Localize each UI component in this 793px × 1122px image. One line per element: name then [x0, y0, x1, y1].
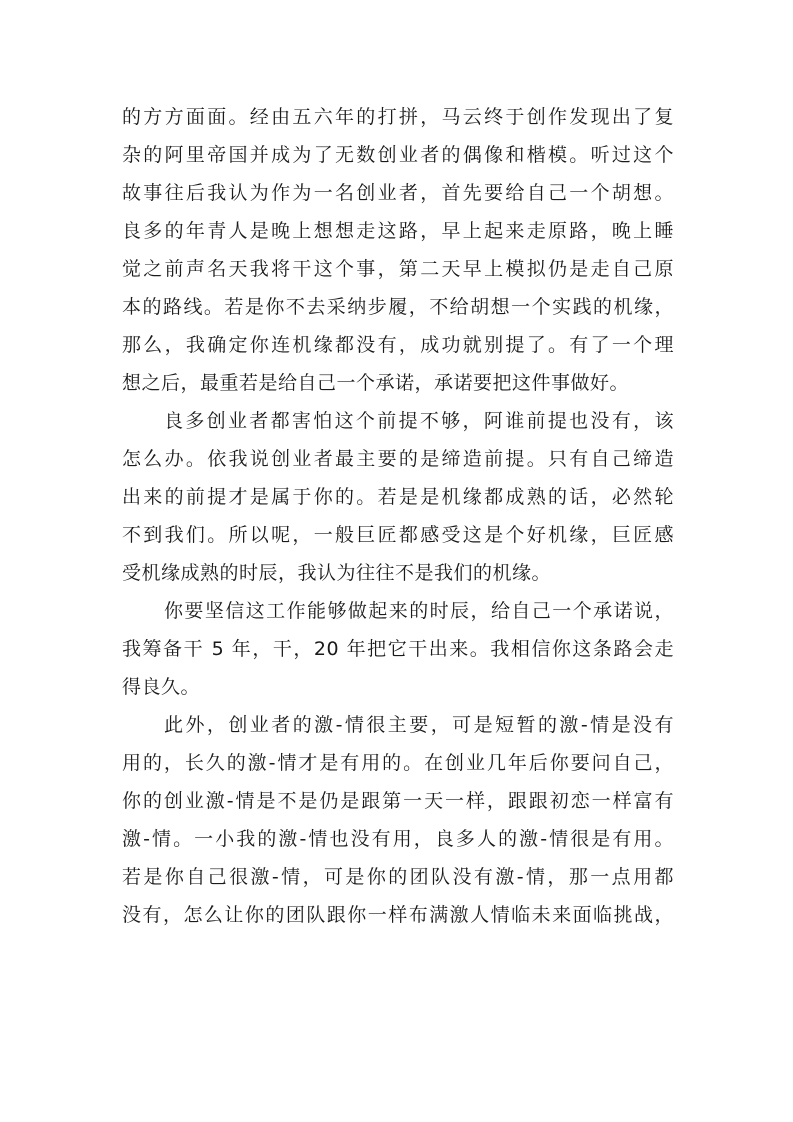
text-line: 受机缘成熟的时辰，我认为往往不是我们的机缘。 [122, 562, 552, 584]
text-line: 那么，我确定你连机缘都没有，成功就别提了。有了一个理 [122, 334, 674, 356]
text-line: 杂的阿里帝国并成为了无数创业者的偶像和楷模。听过这个 [122, 144, 674, 166]
text-line: 没有，怎么让你的团队跟你一样布满激人情临未来面临挑战， [122, 904, 674, 926]
text-line: 若是你自己很激-情，可是你的团队没有激-情，那一点用都 [122, 866, 674, 888]
text-line: 怎么办。依我说创业者最主要的是缔造前提。只有自己缔造 [122, 448, 674, 470]
body-text [122, 98, 674, 934]
text-line: 良多的年青人是晚上想想走这路，早上起来走原路，晚上睡 [122, 220, 674, 242]
text-line: 觉之前声名天我将干这个事，第二天早上模拟仍是走自己原 [122, 258, 674, 280]
text-line: 出来的前提才是属于你的。若是是机缘都成熟的话，必然轮 [122, 486, 674, 508]
paragraph-start-line: 良多创业者都害怕这个前提不够，阿谁前提也没有，该 [164, 410, 674, 432]
paragraph-start-line: 此外，创业者的激-情很主要，可是短暂的激-情是没有 [164, 714, 674, 736]
text-line: 得良久。 [122, 676, 201, 698]
text-line: 想之后，最重若是给自己一个承诺，承诺要把这件事做好。 [122, 372, 630, 394]
text-line: 的方方面面。经由五六年的打拼，马云终于创作发现出了复 [122, 106, 674, 128]
text-line: 我筹备干 5 年，干，20 年把它干出来。我相信你这条路会走 [122, 638, 674, 660]
text-line: 你的创业激-情是不是仍是跟第一天一样，跟跟初恋一样富有 [122, 790, 674, 812]
paragraph-start-line: 你要坚信这工作能够做起来的时辰，给自己一个承诺说， [164, 600, 674, 622]
text-line: 用的，长久的激-情才是有用的。在创业几年后你要问自己， [122, 752, 674, 774]
text-line: 激-情。一小我的激-情也没有用，良多人的激-情很是有用。 [122, 828, 674, 850]
text-line: 本的路线。若是你不去采纳步履，不给胡想一个实践的机缘， [122, 296, 674, 318]
text-line: 不到我们。所以呢，一般巨匠都感受这是个好机缘，巨匠感 [122, 524, 674, 546]
text-line: 故事往后我认为作为一名创业者，首先要给自己一个胡想。 [122, 182, 674, 204]
